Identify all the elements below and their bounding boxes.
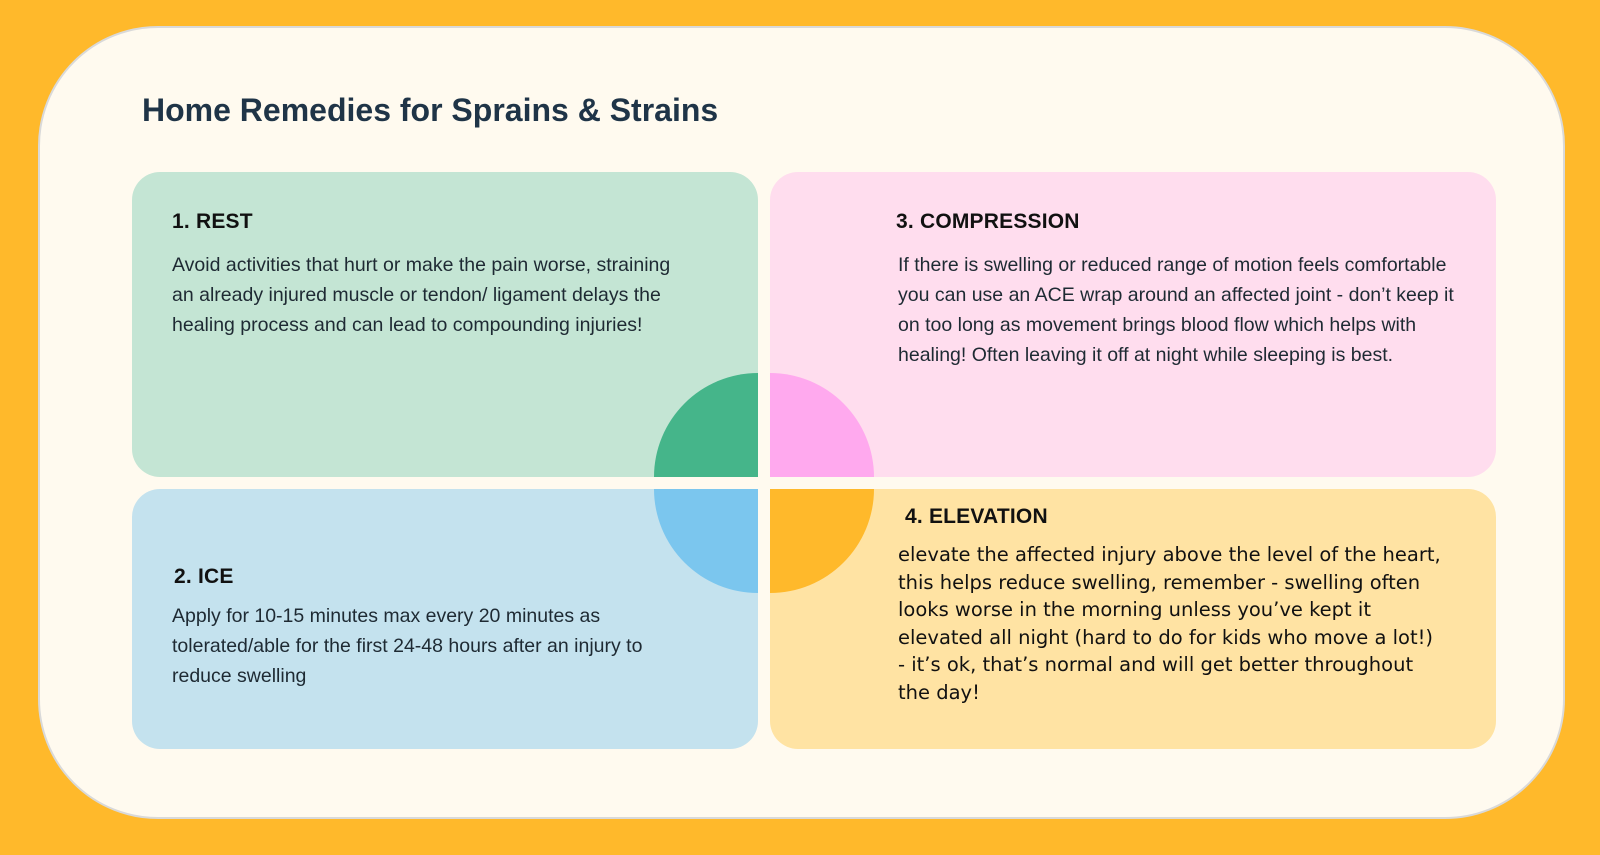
page-title: Home Remedies for Sprains & Strains: [142, 92, 719, 128]
ice-text: Apply for 10-15 minutes max every 20 minutes as tolerated/able for the first 24-48 hours after an injury to reduce swelling: [172, 605, 643, 687]
rest-text: Avoid activities that hurt or make the pain worse, straining an already injured muscle or tendon/ ligament delays the healing process and can lead to compounding injuries!: [172, 254, 671, 336]
elevation-heading: 4. ELEVATION: [905, 505, 1048, 528]
infographic-card: [38, 26, 1565, 819]
elevation-panel: [770, 489, 1496, 749]
elevation-text: elevate the affected injury above the level of the heart, this helps reduce swelling, remember - swelling often looks worse in the morning unless you’ve kept it elevated all night (hard to do for kids who move a lot!) - it’s ok, that’s normal and will get better throughout the day!: [898, 543, 1441, 704]
compression-text: If there is swelling or reduced range of motion feels comfortable you can use an ACE wrap around an affected joint - don’t keep it on too long as movement brings blood flow which helps with healing! Often leaving it off at night while sleeping is best.: [898, 254, 1454, 366]
ice-heading: 2. ICE: [174, 565, 234, 588]
compression-panel: [770, 172, 1496, 477]
compression-heading: 3. COMPRESSION: [896, 210, 1080, 233]
rest-heading: 1. REST: [172, 210, 253, 233]
